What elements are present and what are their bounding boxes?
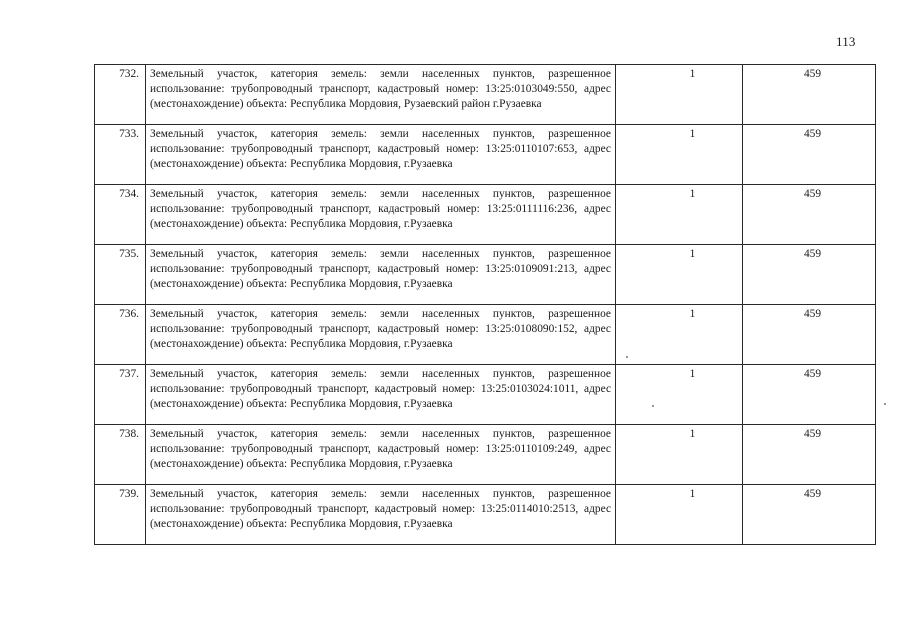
row-description: Земельный участок, категория земель: земли населенных пунктов, разрешенное использование: трубопроводный транспорт, кадастровый номер: 13:25:0109091:213, адрес (местонахождение) объекта: Республика Мордовия, г.Рузаевка bbox=[146, 245, 616, 305]
row-area: 459 bbox=[743, 425, 876, 485]
table-row bbox=[95, 245, 876, 305]
table-row bbox=[95, 125, 876, 185]
scan-speck bbox=[652, 405, 654, 407]
row-description: Земельный участок, категория земель: земли населенных пунктов, разрешенное использование: трубопроводный транспорт, кадастровый номер: 13:25:0108090:152, адрес (местонахождение) объекта: Республика Мордовия, г.Рузаевка bbox=[146, 305, 616, 365]
row-description: Земельный участок, категория земель: земли населенных пунктов, разрешенное использование: трубопроводный транспорт, кадастровый номер: 13:25:0103024:1011, адрес (местонахождение) объекта: Республика Мордовия, г.Рузаевка bbox=[146, 365, 616, 425]
row-number: 738. bbox=[95, 425, 146, 485]
row-number: 739. bbox=[95, 485, 146, 545]
row-quantity: 1 bbox=[616, 185, 743, 245]
table-row bbox=[95, 365, 876, 425]
row-description: Земельный участок, категория земель: земли населенных пунктов, разрешенное использование: трубопроводный транспорт, кадастровый номер: 13:25:0114010:2513, адрес (местонахождение) объекта: Республика Мордовия, г.Рузаевка bbox=[146, 485, 616, 545]
row-quantity: 1 bbox=[616, 425, 743, 485]
row-area: 459 bbox=[743, 125, 876, 185]
row-description: Земельный участок, категория земель: земли населенных пунктов, разрешенное использование: трубопроводный транспорт, кадастровый номер: 13:25:0103049:550, адрес (местонахождение) объекта: Республика Мордовия, Рузаевский район г.Рузаевка bbox=[146, 65, 616, 125]
row-quantity: 1 bbox=[616, 125, 743, 185]
row-quantity: 1 bbox=[616, 485, 743, 545]
row-quantity: 1 bbox=[616, 245, 743, 305]
scan-speck bbox=[626, 356, 628, 358]
row-number: 737. bbox=[95, 365, 146, 425]
row-area: 459 bbox=[743, 65, 876, 125]
land-plots-table bbox=[94, 64, 876, 545]
table-row bbox=[95, 185, 876, 245]
table-row bbox=[95, 65, 876, 125]
scan-speck bbox=[884, 403, 886, 405]
row-quantity: 1 bbox=[616, 365, 743, 425]
row-number: 735. bbox=[95, 245, 146, 305]
table-row bbox=[95, 425, 876, 485]
row-quantity: 1 bbox=[616, 305, 743, 365]
row-number: 732. bbox=[95, 65, 146, 125]
page-number: 113 bbox=[836, 34, 856, 49]
row-area: 459 bbox=[743, 305, 876, 365]
row-area: 459 bbox=[743, 485, 876, 545]
table-row bbox=[95, 305, 876, 365]
row-area: 459 bbox=[743, 365, 876, 425]
row-number: 733. bbox=[95, 125, 146, 185]
row-area: 459 bbox=[743, 245, 876, 305]
row-description: Земельный участок, категория земель: земли населенных пунктов, разрешенное использование: трубопроводный транспорт, кадастровый номер: 13:25:0110109:249, адрес (местонахождение) объекта: Республика Мордовия, г.Рузаевка bbox=[146, 425, 616, 485]
row-area: 459 bbox=[743, 185, 876, 245]
row-quantity: 1 bbox=[616, 65, 743, 125]
row-number: 736. bbox=[95, 305, 146, 365]
table-row bbox=[95, 485, 876, 545]
row-description: Земельный участок, категория земель: земли населенных пунктов, разрешенное использование: трубопроводный транспорт, кадастровый номер: 13:25:0111116:236, адрес (местонахождение) объекта: Республика Мордовия, г.Рузаевка bbox=[146, 185, 616, 245]
row-description: Земельный участок, категория земель: земли населенных пунктов, разрешенное использование: трубопроводный транспорт, кадастровый номер: 13:25:0110107:653, адрес (местонахождение) объекта: Республика Мордовия, г.Рузаевка bbox=[146, 125, 616, 185]
row-number: 734. bbox=[95, 185, 146, 245]
